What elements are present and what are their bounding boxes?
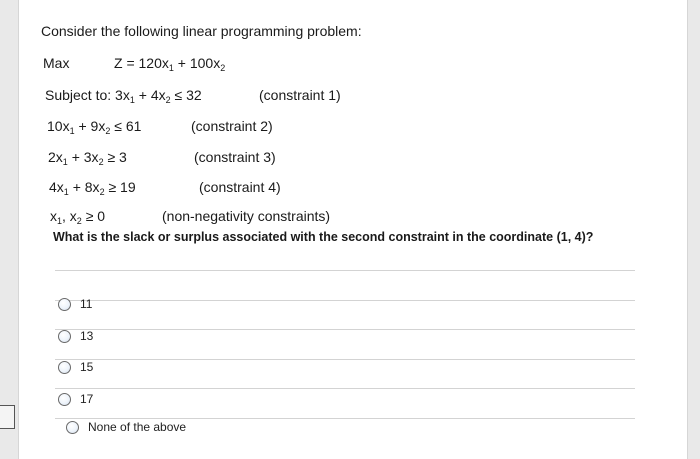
radio-button[interactable] xyxy=(58,361,71,374)
nonneg-x1: x xyxy=(50,208,57,224)
constraint-3-rhs: ≥ 3 xyxy=(103,149,127,165)
constraint-1-tag: (constraint 1) xyxy=(259,87,341,103)
constraint-2-c1: 10x xyxy=(47,118,70,134)
constraint-2-s2: 2 xyxy=(105,126,111,136)
constraint-3-s2: 2 xyxy=(98,157,104,167)
answer-option-3[interactable] xyxy=(58,360,93,374)
divider xyxy=(55,270,635,271)
constraint-4-s1: 1 xyxy=(63,187,69,197)
radio-button[interactable] xyxy=(58,393,71,406)
constraint-3-c1: 2x xyxy=(48,149,63,165)
nonneg-sep: , x xyxy=(62,208,77,224)
constraint-1-s2: 2 xyxy=(165,95,171,105)
option-label: None of the above xyxy=(88,420,187,434)
constraint-2-tag: (constraint 2) xyxy=(191,118,273,134)
question-intro: Consider the following linear programming problem: xyxy=(41,23,362,39)
constraint-row-4 xyxy=(49,179,136,197)
objective-sub-a: 1 xyxy=(168,63,174,73)
objective-expr-b: + 100x xyxy=(173,55,221,71)
nonneg-tag: (non-negativity constraints) xyxy=(162,208,331,224)
constraint-row-1 xyxy=(45,87,202,105)
constraint-1-mid: + 4x xyxy=(134,87,166,103)
nonneg-s2: 2 xyxy=(76,216,82,226)
radio-button[interactable] xyxy=(58,330,71,343)
nonneg-s1: 1 xyxy=(57,216,63,226)
constraint-4-c1: 4x xyxy=(49,179,64,195)
objective-label: Max xyxy=(43,55,70,71)
objective-sub-b: 2 xyxy=(220,63,226,73)
option-label: 15 xyxy=(80,360,94,374)
constraint-2-rhs: ≤ 61 xyxy=(110,118,142,134)
constraint-2-mid: + 9x xyxy=(74,118,106,134)
objective-expr-a: Z = 120x xyxy=(114,55,169,71)
answer-option-5[interactable] xyxy=(66,420,186,434)
divider xyxy=(55,418,635,419)
nonneg-row xyxy=(50,208,105,226)
answer-option-4[interactable] xyxy=(58,392,93,406)
constraint-3-tag: (constraint 3) xyxy=(194,149,276,165)
constraint-4-mid: + 8x xyxy=(68,179,100,195)
divider xyxy=(55,329,635,330)
constraint-1-rhs: ≤ 32 xyxy=(170,87,202,103)
divider xyxy=(55,388,635,389)
side-tab[interactable] xyxy=(0,405,15,429)
answer-option-1[interactable] xyxy=(58,297,92,311)
constraint-row-3 xyxy=(48,149,127,167)
option-label: 17 xyxy=(80,392,94,406)
radio-button[interactable] xyxy=(66,421,79,434)
subject-to-label: Subject to: xyxy=(45,87,112,103)
constraint-row-2 xyxy=(47,118,141,136)
constraint-1-c1: 3x xyxy=(115,87,130,103)
radio-button[interactable] xyxy=(58,298,71,311)
constraint-3-mid: + 3x xyxy=(67,149,99,165)
nonneg-rhs: ≥ 0 xyxy=(81,208,106,224)
option-label: 13 xyxy=(80,329,94,343)
constraint-3-s1: 1 xyxy=(62,157,68,167)
answer-option-2[interactable] xyxy=(58,329,93,343)
question-prompt: What is the slack or surplus associated with the second constraint in the coordinate (1, 4)? xyxy=(53,230,594,244)
divider xyxy=(55,300,635,301)
constraint-1-s1: 1 xyxy=(129,95,135,105)
constraint-4-rhs: ≥ 19 xyxy=(104,179,136,195)
option-label: 11 xyxy=(80,297,93,311)
divider xyxy=(55,359,635,360)
constraint-2-s1: 1 xyxy=(69,126,75,136)
constraint-4-tag: (constraint 4) xyxy=(199,179,281,195)
constraint-4-s2: 2 xyxy=(99,187,105,197)
objective-function xyxy=(114,55,225,73)
